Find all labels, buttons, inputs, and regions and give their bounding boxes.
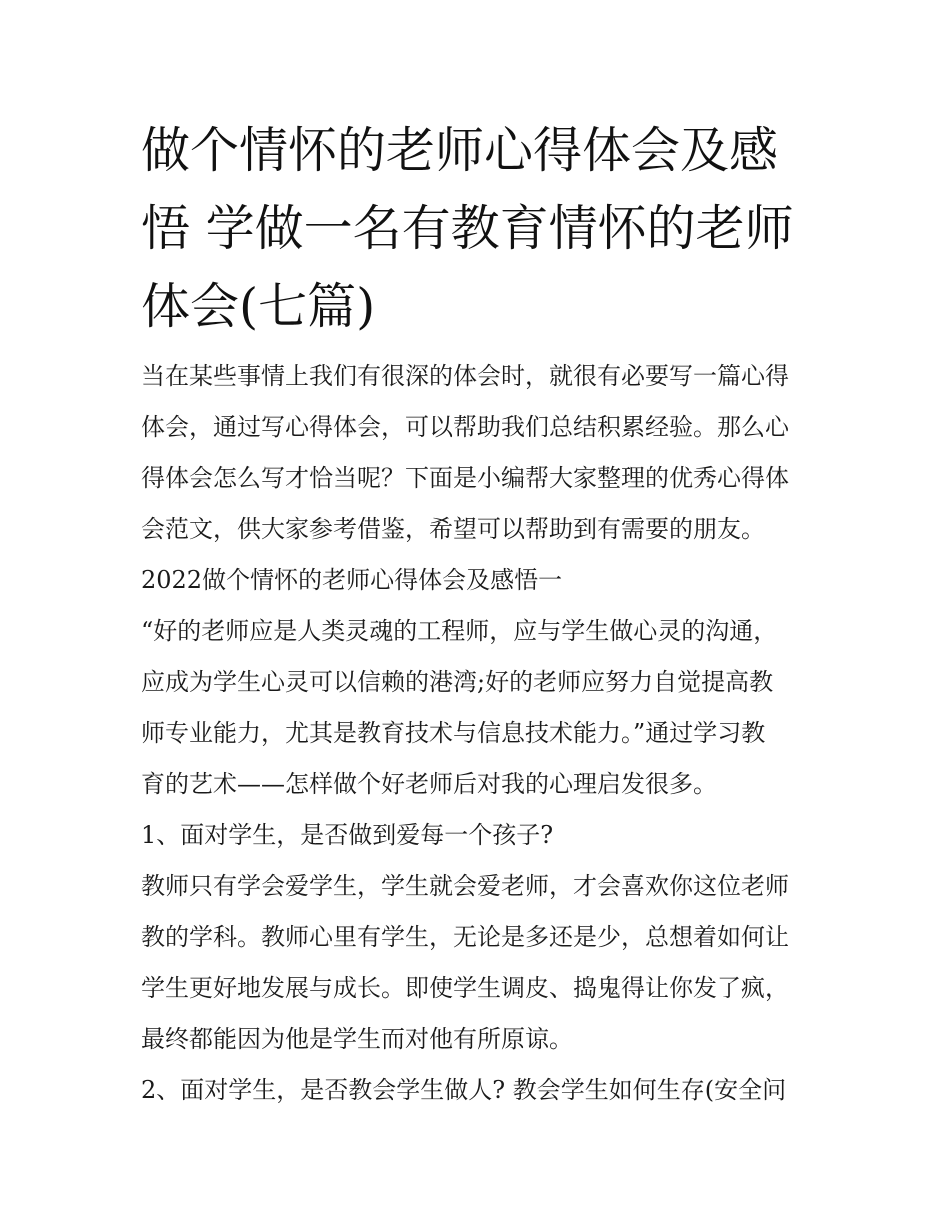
- text-line: 体会，通过写心得体会，可以帮助我们总结积累经验。那么心: [141, 413, 789, 441]
- document-content: [141, 112, 821, 1116]
- document-title: [141, 112, 821, 346]
- text-line: 当在某些事情上我们有很深的体会时，就很有必要写一篇心得: [141, 362, 789, 390]
- title-line: 悟 学做一名有教育情怀的老师: [141, 200, 794, 257]
- text-line: 会范文，供大家参考借鉴，希望可以帮助到有需要的朋友。: [141, 515, 765, 543]
- text-line: 1、面对学生，是否做到爱每一个孩子?: [141, 821, 554, 849]
- text-line: 最终都能因为他是学生而对他有所原谅。: [141, 1025, 573, 1053]
- quote-paragraph: [141, 606, 821, 810]
- point-1-paragraph: [141, 861, 821, 1065]
- section-heading: [141, 555, 821, 606]
- text-line: 教师只有学会爱学生，学生就会爱老师，才会喜欢你这位老师: [141, 872, 789, 900]
- intro-paragraph: [141, 351, 821, 555]
- text-line: 教的学科。教师心里有学生，无论是多还是少，总想着如何让: [141, 923, 789, 951]
- text-line: 育的艺术——怎样做个好老师后对我的心理启发很多。: [141, 770, 717, 798]
- text-line: 2、面对学生，是否教会学生做人? 教会学生如何生存(安全问: [141, 1076, 787, 1104]
- text-line: 师专业能力，尤其是教育技术与信息技术能力。”通过学习教: [141, 719, 766, 747]
- text-line: 2022做个情怀的老师心得体会及感悟一: [141, 566, 563, 594]
- text-line: “好的老师应是人类灵魂的工程师，应与学生做心灵的沟通，: [141, 617, 778, 645]
- text-line: 学生更好地发展与成长。即使学生调皮、捣鬼得让你发了疯，: [141, 974, 789, 1002]
- text-line: 得体会怎么写才恰当呢？下面是小编帮大家整理的优秀心得体: [141, 464, 789, 492]
- title-line: 体会(七篇): [141, 278, 376, 335]
- text-line: 应成为学生心灵可以信赖的港湾;好的老师应努力自觉提高教: [141, 668, 774, 696]
- title-line: 做个情怀的老师心得体会及感: [141, 122, 779, 179]
- point-1-heading: [141, 810, 821, 861]
- document-body: [141, 351, 821, 1116]
- point-2-heading: [141, 1065, 821, 1116]
